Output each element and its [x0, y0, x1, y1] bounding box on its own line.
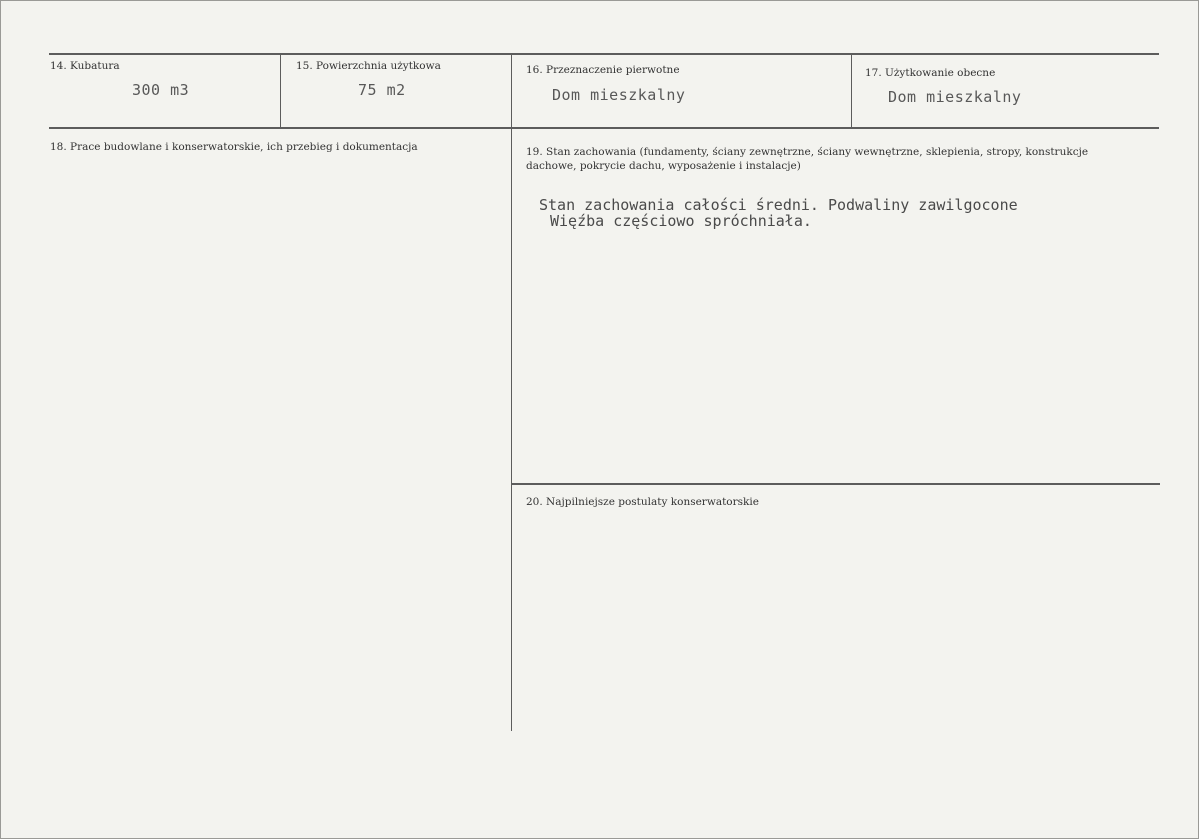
- przeznaczenie-value: Dom mieszkalny: [552, 86, 686, 104]
- uzytkowanie-label: 17. Użytkowanie obecne: [865, 67, 996, 79]
- powierzchnia-label: 15. Powierzchnia użytkowa: [296, 60, 441, 72]
- prace-label: 18. Prace budowlane i konserwatorskie, ich przebieg i dokumentacja: [50, 141, 418, 153]
- col-divider-14-15: [280, 54, 281, 128]
- przeznaczenie-label: 16. Przeznaczenie pierwotne: [526, 64, 680, 76]
- powierzchnia-value: 75 m2: [358, 81, 406, 99]
- stan-text-line2: Więźba częściowo spróchniała.: [550, 212, 812, 230]
- stan-label-line2: dachowe, pokrycie dachu, wyposażenie i instalacje): [526, 160, 801, 172]
- top-rule: [49, 53, 1159, 55]
- kubatura-value: 300 m3: [132, 81, 190, 99]
- stan-text-line1: Stan zachowania całości średni. Podwaliny zawilgocone: [539, 196, 1018, 214]
- postulaty-label: 20. Najpilniejsze postulaty konserwatorskie: [526, 496, 759, 508]
- col-divider-16-17: [851, 54, 852, 128]
- kubatura-label: 14. Kubatura: [50, 60, 120, 72]
- col-divider-15-16: [511, 54, 512, 731]
- row-rule: [49, 127, 1159, 129]
- uzytkowanie-value: Dom mieszkalny: [888, 88, 1022, 106]
- stan-label-line1: 19. Stan zachowania (fundamenty, ściany zewnętrzne, ściany wewnętrzne, sklepienia, stropy, konstrukcje: [526, 146, 1089, 158]
- section-19-20-rule: [512, 483, 1160, 485]
